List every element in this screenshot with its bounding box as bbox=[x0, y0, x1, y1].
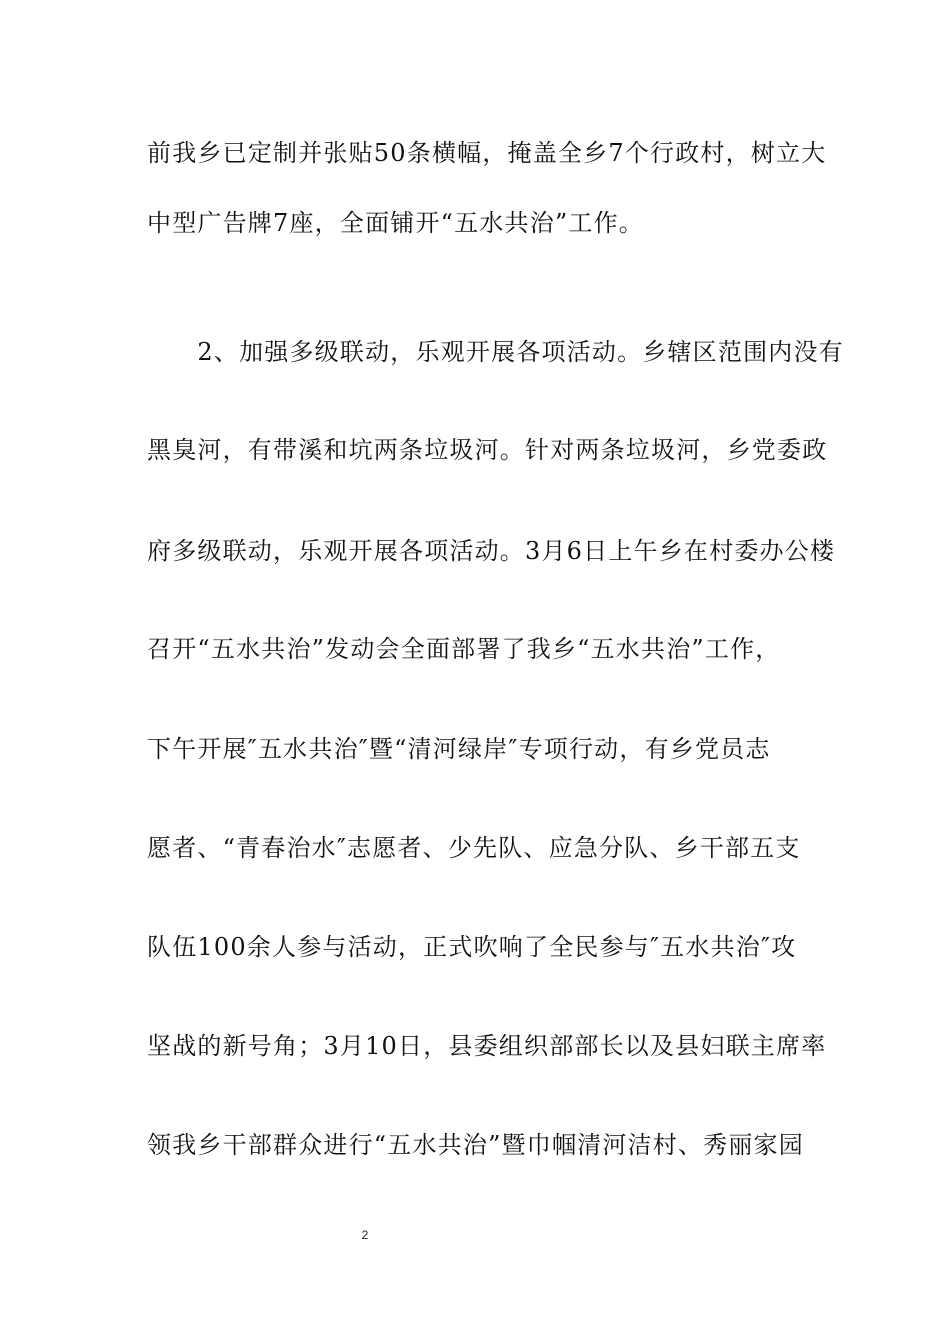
text-line-5: 府多级联动，乐观开展各项活动。3月6日上午乡在村委办公楼 bbox=[147, 537, 836, 565]
text-line-8: 愿者、“青春治水″志愿者、少先队、应急分队、乡干部五支 bbox=[147, 834, 801, 862]
text-line-6: 召开“五水共治”发动会全面部署了我乡“五水共治”工作， bbox=[147, 635, 781, 663]
text-line-10: 坚战的新号角；3月10日，县委组织部部长以及县妇联主席率 bbox=[147, 1032, 827, 1060]
text-line-4: 黑臭河，有带溪和坑两条垃圾河。针对两条垃圾河，乡党委政 bbox=[147, 436, 828, 464]
page-number: 2 bbox=[361, 1228, 369, 1242]
text-line-1: 前我乡已定制并张贴50条横幅，掩盖全乡7个行政村，树立大 bbox=[147, 139, 827, 167]
text-line-2: 中型广告牌7座，全面铺开“五水共治”工作。 bbox=[147, 209, 645, 237]
text-line-3: 2、加强多级联动，乐观开展各项活动。乡辖区范围内没有 bbox=[147, 338, 844, 366]
text-line-11: 领我乡干部群众进行“五水共治”暨巾帼清河洁村、秀丽家园 bbox=[147, 1131, 804, 1159]
text-line-7: 下午开展″五水共治″暨“清河绿岸″专项行动，有乡党员志 bbox=[147, 735, 771, 763]
text-line-9: 队伍100余人参与活动，正式吹响了全民参与″五水共治″攻 bbox=[147, 933, 797, 961]
